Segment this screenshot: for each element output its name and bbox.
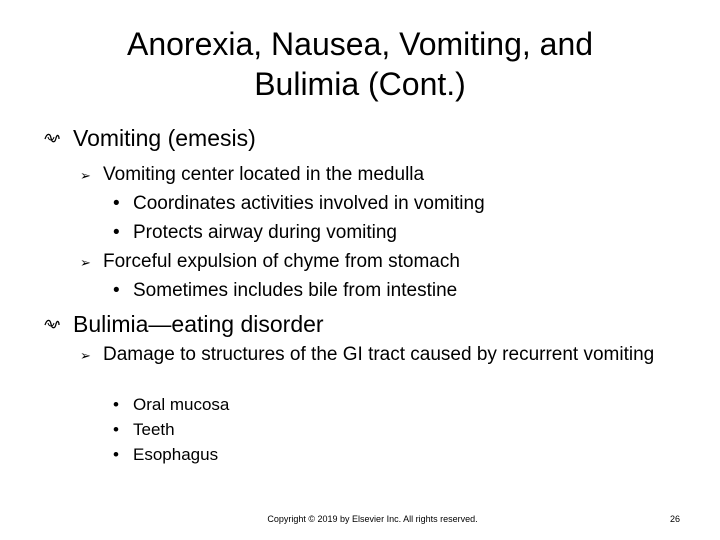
- slide-title-line-1: Anorexia, Nausea, Vomiting, and: [126, 26, 594, 62]
- dot-bullet-icon: •: [113, 280, 120, 301]
- bullet-vomiting-text: Vomiting (emesis): [73, 125, 256, 151]
- arrowhead-bullet-icon: ➢: [80, 168, 91, 183]
- swirl-bullet-icon: [44, 131, 60, 145]
- detail-bile-text: Sometimes includes bile from intestine: [133, 280, 458, 301]
- arrowhead-bullet-icon: ➢: [80, 348, 91, 363]
- detail-teeth-text: Teeth: [133, 420, 175, 439]
- sub-bullet-gi-damage-text: Damage to structures of the GI tract caused by recurrent vomiting: [103, 344, 655, 365]
- slide-title-line-2: Bulimia (Cont.): [254, 66, 466, 102]
- detail-coordinates-text: Coordinates activities involved in vomiting: [133, 193, 485, 214]
- copyright-footer: Copyright © 2019 by Elsevier Inc. All rights reserved.: [267, 514, 478, 524]
- detail-esophagus-text: Esophagus: [133, 445, 219, 464]
- sub-bullet-forceful-expulsion-text: Forceful expulsion of chyme from stomach: [103, 251, 460, 272]
- sub-bullet-vomiting-center-text: Vomiting center located in the medulla: [103, 164, 425, 185]
- swirl-bullet-icon: [44, 317, 60, 331]
- dot-bullet-icon: •: [113, 395, 119, 414]
- arrowhead-bullet-icon: ➢: [80, 255, 91, 270]
- page-number: 26: [669, 514, 680, 524]
- dot-bullet-icon: •: [113, 193, 120, 214]
- detail-protects-airway-text: Protects airway during vomiting: [133, 222, 397, 243]
- dot-bullet-icon: •: [113, 445, 119, 464]
- bullet-bulimia-text: Bulimia—eating disorder: [73, 311, 324, 337]
- dot-bullet-icon: •: [113, 420, 119, 439]
- slide-title: [60, 24, 660, 104]
- detail-oral-mucosa-text: Oral mucosa: [133, 395, 230, 414]
- dot-bullet-icon: •: [113, 222, 120, 243]
